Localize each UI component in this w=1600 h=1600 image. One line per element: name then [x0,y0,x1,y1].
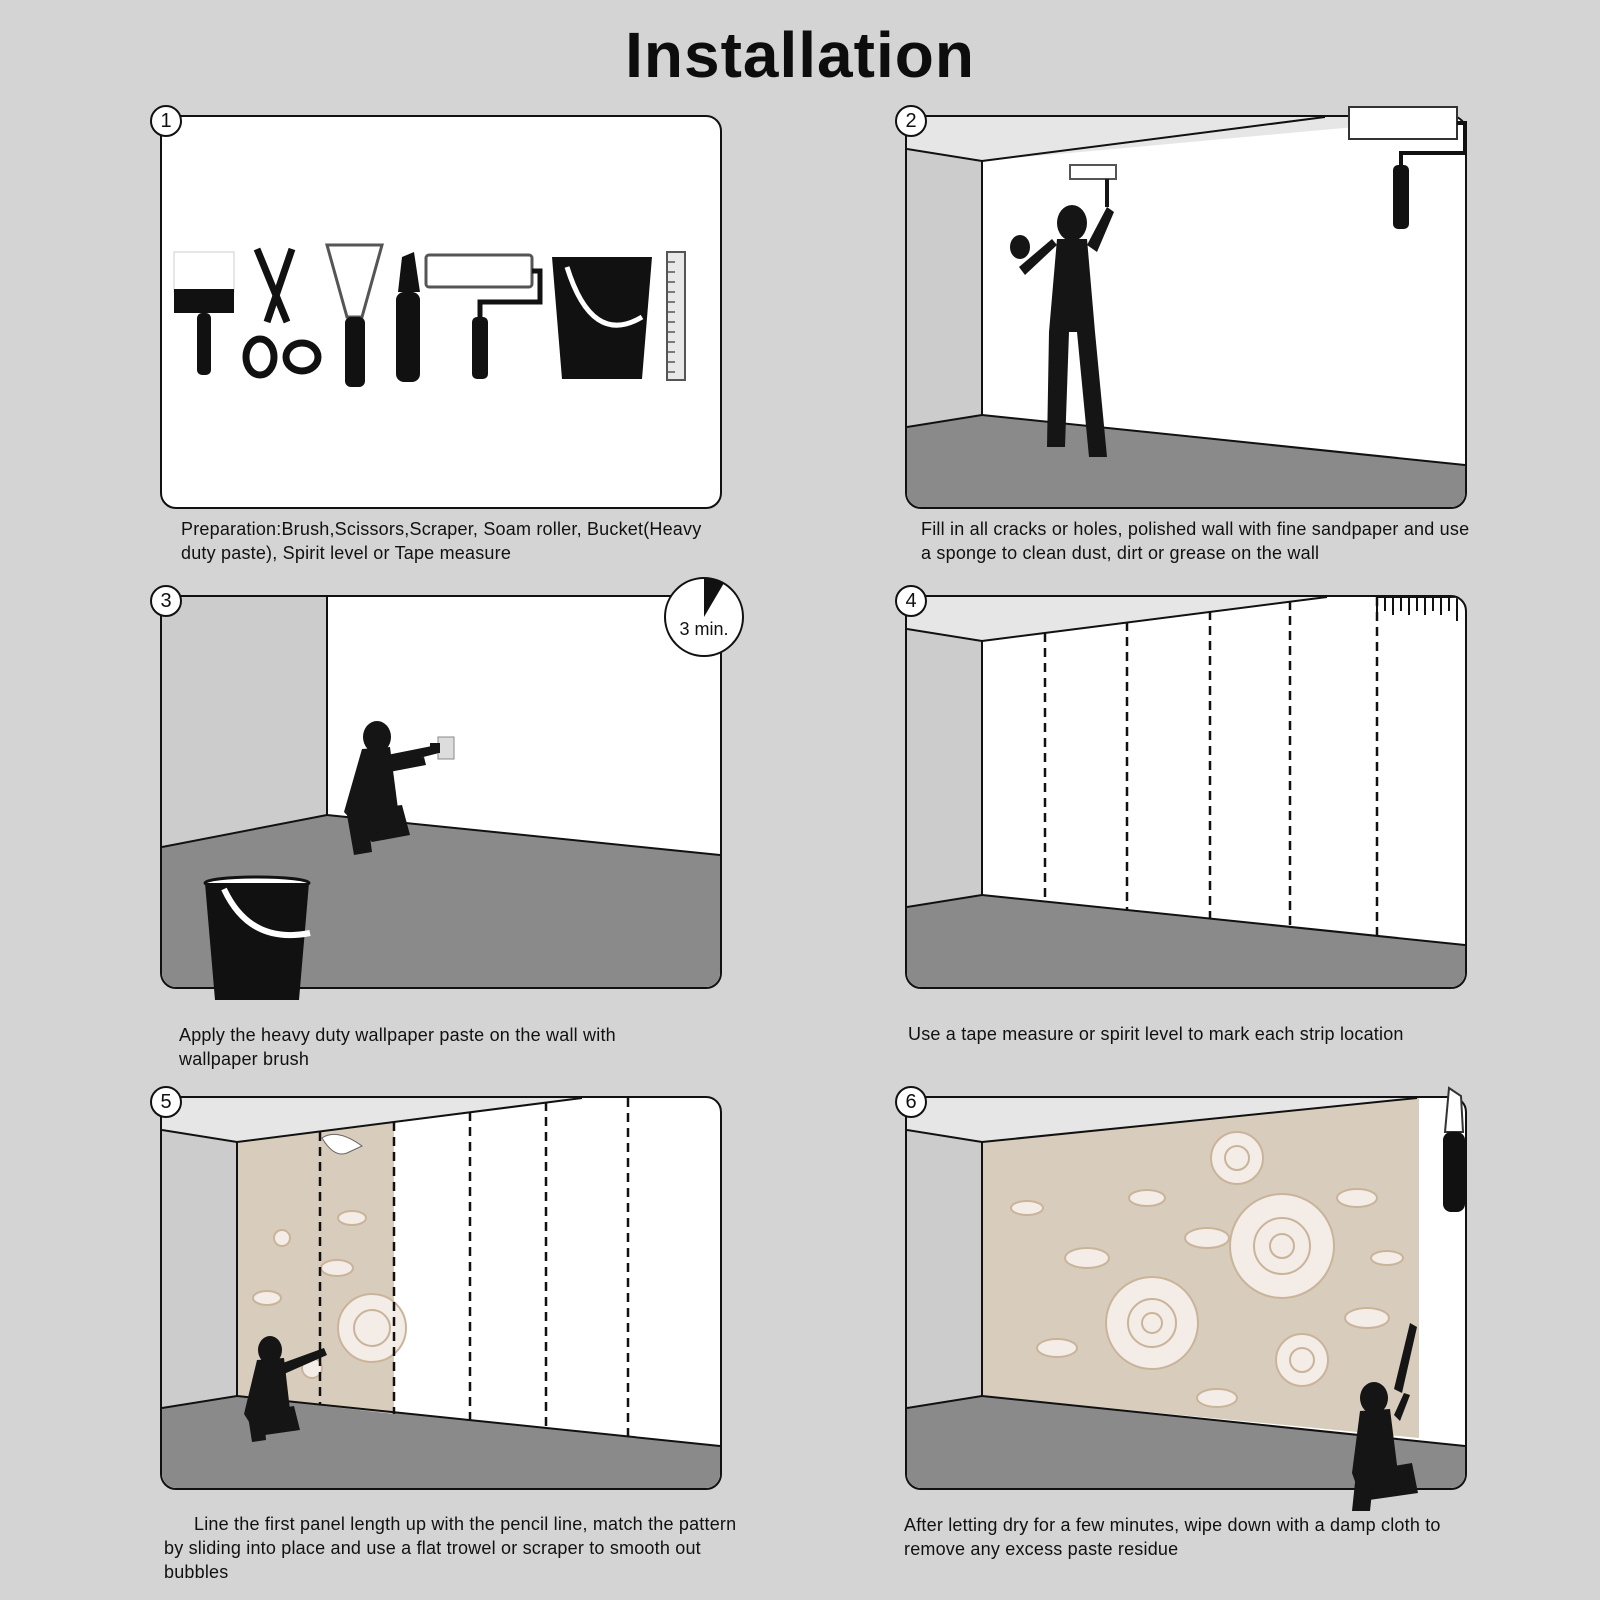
knife-icon [1437,1088,1477,1218]
timer-label: 3 min. [679,619,729,639]
bucket-icon [202,875,317,1005]
step-number: 3 [150,585,182,617]
person-icon [1322,1323,1432,1513]
step-2-caption: Fill in all cracks or holes, polished wall with fine sandpaper and use a sponge to clean dust, dirt or grease on the wall [921,519,1470,563]
step-1-panel [160,110,722,509]
tools-illustration [162,117,720,507]
room-illustration [907,597,1465,987]
brush-icon [430,737,454,759]
step-6-caption: After letting dry for a few minutes, wipe down with a damp cloth to remove any excess paste residue [904,1515,1441,1559]
step-2-panel [905,110,1467,509]
scissors-icon [246,249,318,375]
room-illustration [162,1098,720,1488]
brush-icon [174,252,234,375]
step-number: 1 [150,105,182,137]
step-1-caption: Preparation:Brush,Scissors,Scraper, Soam roller, Bucket(Heavy duty paste), Spirit level or Tape measure [181,519,702,563]
step-number: 4 [895,585,927,617]
page-title: Installation [625,19,975,91]
knife-icon [396,252,420,382]
roller-icon [426,255,540,379]
step-5-panel [160,1091,722,1490]
scraper-icon [327,245,382,387]
step-4-panel [905,590,1467,989]
step-number: 2 [895,105,927,137]
step-number: 5 [150,1086,182,1118]
bucket-icon [552,257,652,379]
timer-icon [662,575,746,659]
ruler-icon [1377,597,1465,621]
step-3-panel [160,590,729,989]
step-5-caption: Line the first panel length up with the pencil line, match the pattern by sliding into place and use a flat trowel or scraper to smooth out bubbles [164,1514,737,1582]
roller-icon [1347,105,1477,235]
ruler-icon [667,252,685,380]
step-3-caption: Apply the heavy duty wallpaper paste on the wall with wallpaper brush [179,1025,616,1069]
step-4-caption: Use a tape measure or spirit level to mark each strip location [908,1024,1404,1044]
roller-icon [1070,165,1116,207]
strip-guides [1045,597,1377,936]
step-number: 6 [895,1086,927,1118]
step-6-panel [905,1091,1467,1490]
